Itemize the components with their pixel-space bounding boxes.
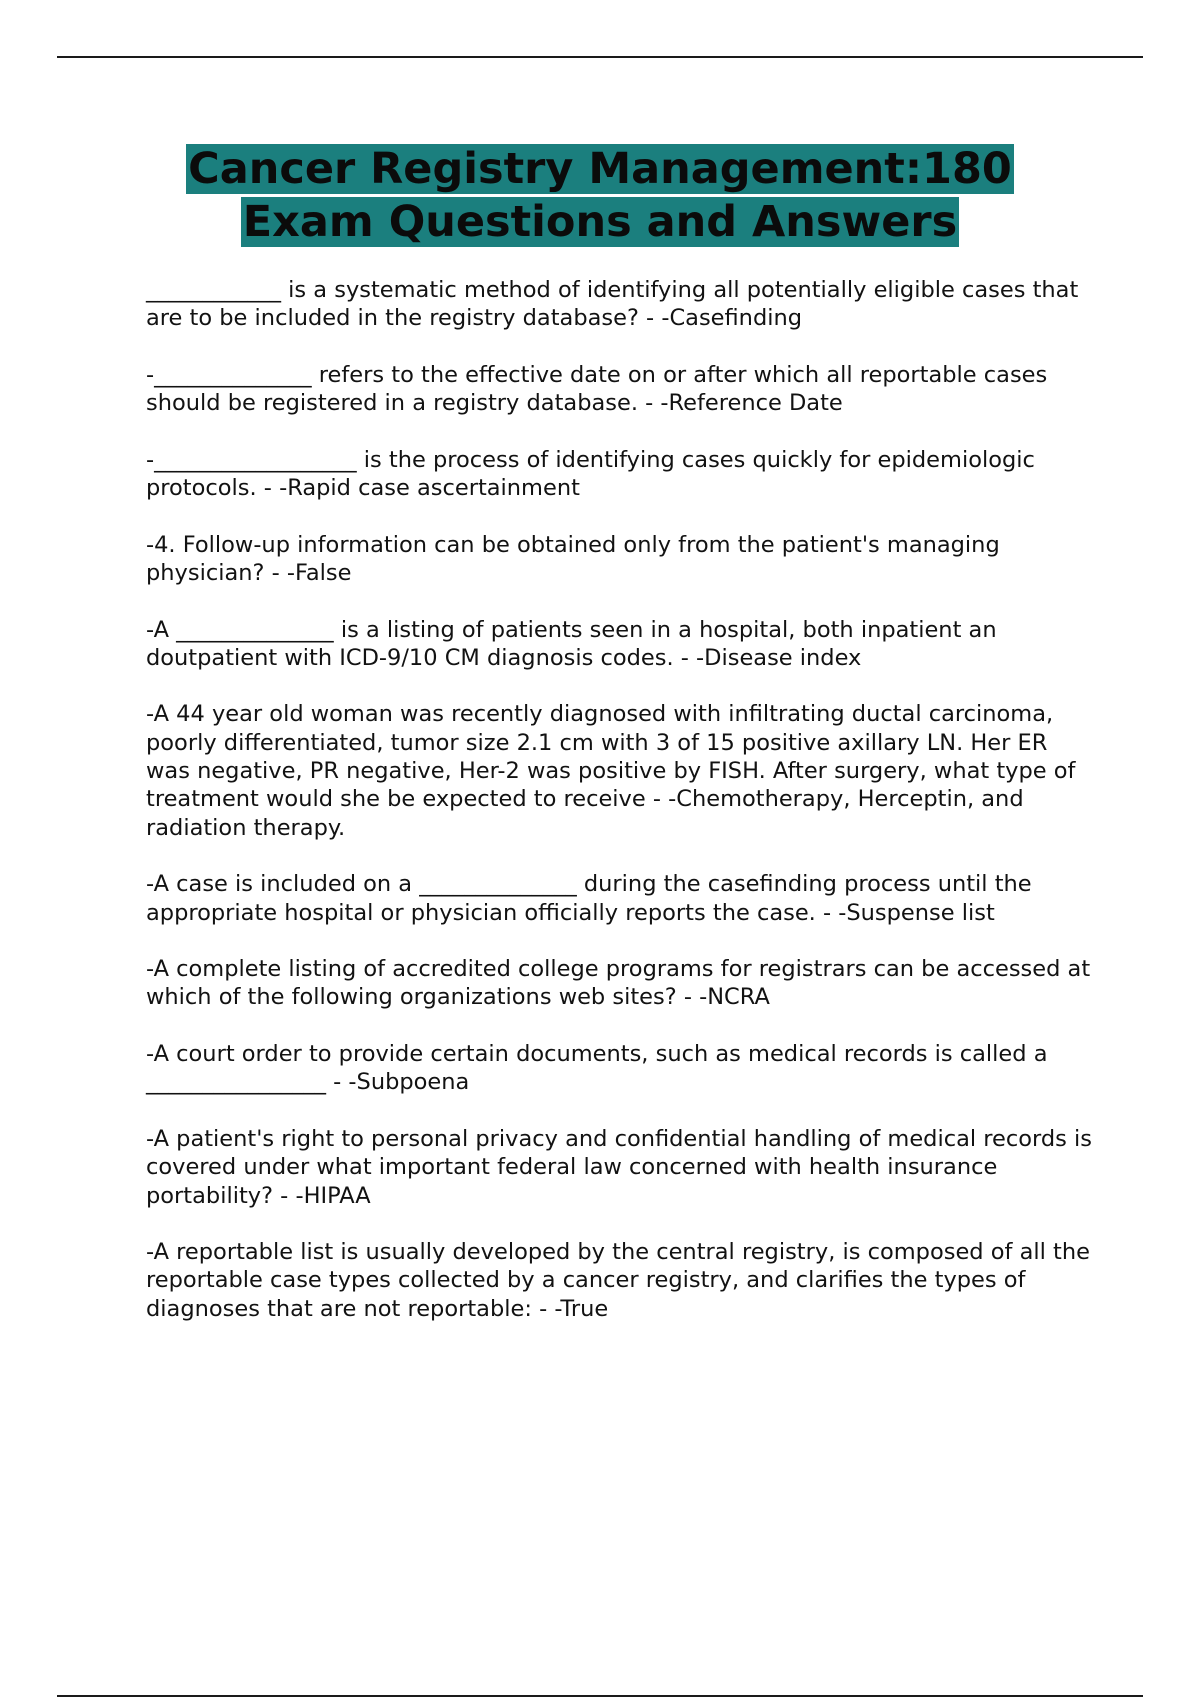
- title-line-1: Cancer Registry Management:180: [188, 144, 1012, 194]
- title-line-2: Exam Questions and Answers: [242, 197, 958, 247]
- qa-item: -A court order to provide certain documents, such as medical records is called a ________________ - -Subpoena: [146, 1041, 1048, 1096]
- qa-item: ____________ is a systematic method of identifying all potentially eligible cases that are to be included in the registry database? - -Casefinding: [146, 277, 1079, 332]
- qa-item: -______________ refers to the effective date on or after which all reportable cases should be registered in a registry database. - -Reference Date: [146, 361, 1048, 417]
- qa-item: -A ______________ is a listing of patients seen in a hospital, both inpatient an doutpatient with ICD-9/10 CM diagnosis codes. - -Disease index: [146, 616, 997, 671]
- qa-item: -A patient's right to personal privacy and confidential handling of medical records is covered under what important federal law concerned with health insurance portability? - -HIPAA: [146, 1125, 1092, 1209]
- qa-item: -A reportable list is usually developed by the central registry, is composed of all the reportable case types collected by a cancer registry, and clarifies the types of diagnoses that are not reportable: - -True: [146, 1239, 1090, 1322]
- qa-item: -4. Follow-up information can be obtained only from the patient's managing physician? - -False: [146, 531, 1000, 586]
- qa-item: -A complete listing of accredited college programs for registrars can be accessed at which of the following organizations web sites? - -NCRA: [146, 956, 1091, 1011]
- qa-item: -A case is included on a ______________ during the casefinding process until the appropriate hospital or physician officially reports the case. - -Suspense list: [146, 871, 1032, 926]
- top-rule: [57, 56, 1143, 58]
- qa-list: [146, 276, 1096, 1351]
- page-title: [0, 143, 1200, 249]
- qa-item: -__________________ is the process of identifying cases quickly for epidemiologic protocols. - -Rapid case ascertainment: [146, 446, 1035, 502]
- bottom-rule: [57, 1695, 1143, 1697]
- qa-item: -A 44 year old woman was recently diagnosed with infiltrating ductal carcinoma, poorly differentiated, tumor size 2.1 cm with 3 of 15 positive axillary LN. Her ER was negative, PR negative, Her-2 was positive by FISH. After surgery, what type of treatment would she be expected to receive - -Chemotherapy, Herceptin, and radiation therapy.: [146, 701, 1076, 841]
